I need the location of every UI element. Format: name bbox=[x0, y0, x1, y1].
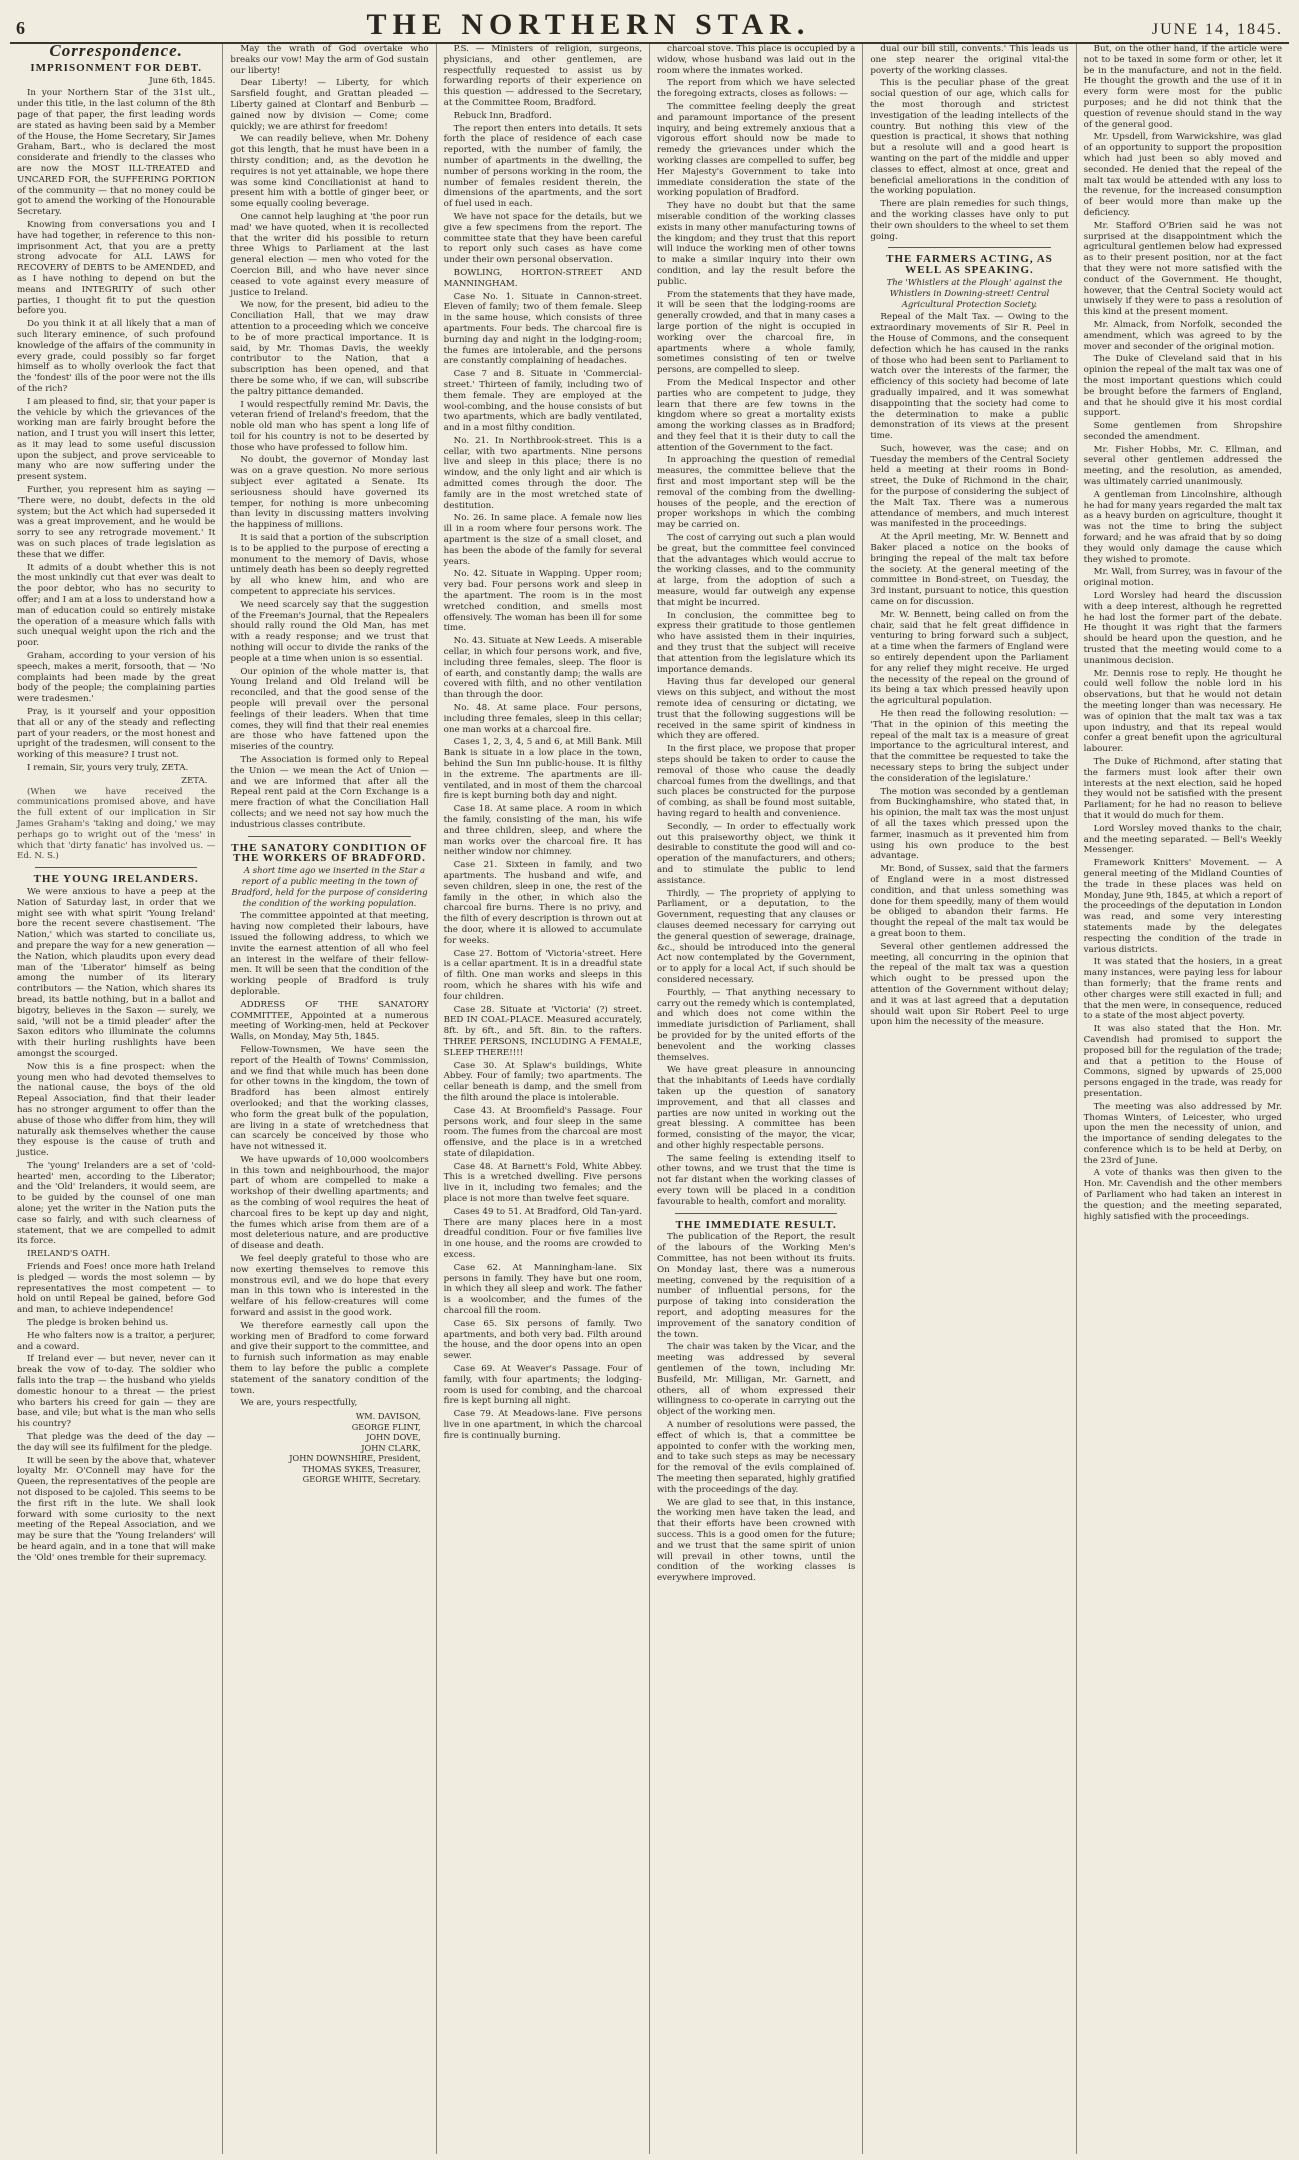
signature-name: JOHN CLARK, bbox=[361, 1442, 421, 1453]
paragraph: It was also stated that the Hon. Mr. Cavendish had promised to support the proposed bill for the regulation of the trade; and that a petition to the House of Commons, signed by upwards of 25,000 persons engaged in the trade, was ready for presentation. bbox=[1083, 1024, 1282, 1099]
article-body-farmers-continued bbox=[1084, 44, 1282, 1222]
paragraph: Some gentlemen from Shropshire seconded the amendment. bbox=[1083, 421, 1282, 442]
paragraph: Our opinion of the whole matter is, that Young Ireland and Old Ireland will be reconciled, and that the good sense of the people will prevail over the personal feelings of their leaders. When that time comes, they will find that their real enemies are those who have fattened upon the miseries of the country. bbox=[230, 666, 429, 753]
signature-name: THOMAS SYKES, Treasurer, bbox=[302, 1463, 421, 1474]
column-3 bbox=[437, 44, 650, 2154]
paragraph: In conclusion, the committee beg to express their gratitude to those gentlemen who have assisted them in their inquiries, and they trust that the subject will receive that attention from the legislature which its importance demands. bbox=[656, 610, 856, 675]
paragraph: Cases 49 to 51. At Bradford, Old Tan-yard. There are many places here in a most dreadful condition. Four or five families live in one house, and the rooms are crowded to excess. bbox=[443, 1206, 642, 1261]
paragraph: The committee appointed at that meeting, having now completed their labours, have issued the following address, to which we invite the earnest attention of all who feel an interest in the welfare of their fellow-men. It will be seen that the condition of the working people of Bradford is truly deplorable. bbox=[230, 911, 429, 997]
paragraph: We are, yours respectfully, bbox=[240, 1398, 358, 1409]
page-number: 6 bbox=[16, 18, 25, 38]
paragraph: We now, for the present, bid adieu to the Conciliation Hall, that we may draw attention to a proceeding which we conceive to be of more practical importance. It is said, by Mr. Thomas Davis, the weekly contributor to the Nation, that a subscription has been opened, and that there be some who, if we can, will subscribe the paltry pittance demanded. bbox=[230, 300, 429, 397]
article-body-sanatory bbox=[230, 911, 428, 1409]
paragraph: Do you think it at all likely that a man of such literary eminence, of such profound knowledge of the affairs of the community in every grade, could possibly so far forget himself as to wholly overlook the fact that the 'fondest' ills of the poor were not the ills of the rich? bbox=[17, 319, 216, 394]
paragraph: The Duke of Cleveland said that in his opinion the repeal of the malt tax was one of the most important questions which could be brought before the farmers of England, and that he should give it his most cordial support. bbox=[1083, 354, 1282, 419]
paragraph: Mr. Wall, from Surrey, was in favour of the original motion. bbox=[1083, 567, 1282, 589]
signature-name: JOHN DOVE, bbox=[366, 1432, 421, 1443]
letter-body-debt bbox=[17, 88, 215, 773]
paragraph: Cases 1, 2, 3, 4, 5 and 6, at Mill Bank. Mill Bank is situate in a low place in the town, behind the Sun Inn public-house. It is filthy in the extreme. The apartments are ill-ventilated, and in most of them the charcoal fire is kept burning both day and night. bbox=[443, 737, 642, 802]
paragraph: Now this is a fine prospect: when the young men who had devoted themselves to the national cause, the boys of the old Repeal Association, find that their leader has no stronger argument to offer than the abuse of those who differ from him, they will naturally ask themselves whether the cause they espouse is the cause of truth and justice. bbox=[17, 1061, 216, 1159]
committee-signatures bbox=[230, 1411, 420, 1485]
paragraph: Case 65. Six persons of family. Two apartments, and both very bad. Filth around the house, and the door opens into an open sewer. bbox=[443, 1318, 642, 1362]
paragraph: That pledge was the deed of the day — the day will see its fulfilment for the pledge. bbox=[17, 1432, 216, 1453]
article-body-farmers bbox=[870, 312, 1068, 1028]
masthead bbox=[10, 8, 1289, 44]
paragraph: The Duke of Richmond, after stating that the farmers must look after their own interests at the next election, said he hoped they would not be satisfied with the present Parliament; for he had no reason to believe that it would do much for them. bbox=[1083, 757, 1282, 821]
paragraph: Mr. Bond, of Sussex, said that the farmers of England were in a most distressed condition, and that unless something was done for them speedily, many of them would be obliged to abandon their farms. He thought the repeal of the malt tax would be a great boon to them. bbox=[870, 864, 1069, 939]
signature-name: GEORGE WHITE, Secretary. bbox=[302, 1474, 421, 1485]
paragraph: Thirdly, — The propriety of applying to Parliament, or a deputation, to the Government, requesting that any clauses or clauses deemed necessary for carrying out the general question of sewerage, drainage, &c., should be introduced into the general Act now contemplated by the Government, or to apply for a local Act, if such should be considered necessary. bbox=[656, 888, 856, 985]
paragraph: Framework Knitters' Movement. — A general meeting of the Midland Counties of the trade in these places was held on Monday, June 9th, 1845, at which a report of the proceedings of the deputation in London was read, and some very interesting statements made by the delegates respecting the condition of the trade in various districts. bbox=[1083, 858, 1282, 955]
paragraph: Mr. Stafford O'Brien said he was not surprised at the disappointment which the agricultural gentlemen below had expressed as to their present position, nor at the fact that they were not more satisfied with the conduct of the Government. He thought, however, that the Central Society would act unwisely if they were to pass a resolution of this kind at the present moment. bbox=[1083, 220, 1282, 318]
paragraph: IRELAND'S OATH. bbox=[27, 1249, 111, 1260]
paragraph: P.S. — Ministers of religion, surgeons, physicians, and other gentlemen, are respectfully requested to assist us by forwarding reports of their experience on this question — addressed to the Secretary, at the Committee Room, Bradford. bbox=[443, 44, 642, 108]
paragraph: He who falters now is a traitor, a perjurer, and a coward. bbox=[17, 1330, 216, 1352]
letter-head-debt: IMPRISONMENT FOR DEBT. bbox=[30, 61, 202, 74]
paragraph: We were anxious to have a peep at the Nation of Saturday last, in order that we might see with what spirit 'Young Ireland' bore the recent severe chastisement. 'The Nation,' which was started to conciliate us, and prepare the way for a new generation — the Nation, which plaudits upon every dead man of the 'Liberator' himself as being among the number of its literary contributors — the Nation, which shares its bread, its battle nothing, but in a ballot and bigotry, believes in the Saxon — surely, we said, 'will not be a timid pleader' after the Saxon editors who illuminate the columns with their hurling rushlights have been amongst the scourged. bbox=[17, 886, 216, 1059]
paragraph: Case 30. At Splaw's buildings, White Abbey. Four of family; two apartments. The cellar beneath is damp, and the smell from the filth around the place is intolerable. bbox=[443, 1060, 642, 1103]
divider bbox=[35, 867, 197, 868]
paragraph: Case 18. At same place. A room in which the family, consisting of the man, his wife and three children, sleep, and where the man works over the charcoal fire. It has neither window nor chimney. bbox=[443, 804, 642, 858]
paragraph: We are glad to see that, in this instance, the working men have taken the lead, and that their efforts have been crowned with success. This is a good omen for the future; and we trust that the same spirit of union will prevail in other towns, until the condition of the working classes is everywhere improved. bbox=[656, 1497, 856, 1584]
paragraph: The chair was taken by the Vicar, and the meeting was addressed by several gentlemen of the town, including Mr. Busfeild, Mr. Milligan, Mr. Garnett, and others, all of whom expressed their willingness to co-operate in carrying out the object of the working men. bbox=[656, 1342, 856, 1418]
paragraph: Case 69. At Weaver's Passage. Four of family, with four apartments; the lodging-room is used for combing, and the charcoal fire is kept burning all night. bbox=[443, 1364, 642, 1407]
paragraph: But, on the other hand, if the article were not to be taxed in some form or other, let it be in the manufacture, and not in the field. He thought the growth and the use of it in every form were most for the public purposes; and he did not think that the question of revenue should stand in the way of the general good. bbox=[1083, 44, 1282, 130]
paragraph: One cannot help laughing at 'the poor run mad' we have quoted, when it is recollected that the writer did his possible to return three Whigs to Parliament at the last general election — men who voted for the Coercion Bill, and who have never since ceased to vote against every measure of justice to Ireland. bbox=[230, 211, 429, 298]
paragraph: This is the peculiar phase of the great social question of our age, which calls for the most thorough and strictest investigation of the leading intellects of the country. But nothing this view of the question is practical, it shows that nothing but a resolute will and a good heart is wanting on the part of the middle and upper classes to effect, almost at once, great and beneficial ameliorations in the condition of the working population. bbox=[870, 78, 1069, 197]
newspaper-title: THE NORTHERN STAR. bbox=[366, 8, 811, 41]
paragraph: Mr. Upsdell, from Warwickshire, was glad of an opportunity to support the proposition which had just been so ably moved and seconded. He denied that the repeal of the malt tax would be attended with any loss to the revenue, for the increased consumption of beer would more than make up the deficiency. bbox=[1083, 132, 1282, 218]
paragraph: The committee feeling deeply the great and paramount importance of the present inquiry, and being extremely anxious that a vigorous effort should now be made to remedy the grievances under which the working classes are compelled to suffer, beg Her Majesty's Government to take into immediate consideration the state of the working population of Bradford. bbox=[656, 101, 856, 199]
signature-name: WM. DAVISON, bbox=[355, 1411, 421, 1422]
column-4 bbox=[650, 44, 863, 2154]
article-body-young-irelanders bbox=[17, 887, 215, 1564]
paragraph: Knowing from conversations you and I have had together, in reference to this non-imprisonment Act, that you are a pretty strong advocate for ALL LAWS for RECOVERY of DEBTS to be AMENDED, and as I have nothing to depend on but the means and INTEGRITY of such other parties, I thought fit to put the question before you. bbox=[17, 219, 216, 317]
paragraph: It admits of a doubt whether this is not the most unkindly cut that ever was dealt to the poor debtor, who has no security to offer; and I am at a loss to understand how a man of education could so entirely mistake the operation of a measure which falls with such unequal weight upon the rich and the poor. bbox=[17, 562, 216, 649]
divider bbox=[675, 1213, 837, 1214]
report-cases bbox=[444, 44, 642, 1442]
paragraph: In the first place, we propose that proper steps should be taken to order to cause the removal of those who cause the deadly charcoal fumes from the dwellings, and that such places be constructed for the purpose of combing, as shall be found most suitable, having regard to health and convenience. bbox=[656, 744, 856, 819]
paragraph: Case 7 and 8. Situate in 'Commercial-street.' Thirteen of family, including two of them female. They are employed at the wool-combing, and the house consists of but two apartments, which are badly ventilated, and in a most filthy condition. bbox=[443, 369, 642, 434]
paragraph: Pray, is it yourself and your opposition that all or any of the steady and reflecting part of your readers, or the most honest and upright of the tradesmen, will consent to the working of this measure? I trust not. bbox=[17, 707, 216, 761]
article-head-young-irelanders: THE YOUNG IRELANDERS. bbox=[33, 873, 199, 886]
article-subhead: A short time ago we inserted in the Star a report of a public meeting in the town of Bradford, held for the purpose of considering the condition of the working population. bbox=[231, 866, 428, 909]
paragraph: The 'young' Irelanders are a set of 'cold-hearted' men, according to the Liberator; and the 'Old' Irelanders, it would seem, are to be guided by the counsel of one man alone; yet the writer in the Nation puts the case so fairly, and with such clearness of statement, that we are compelled to admit its force. bbox=[17, 1160, 216, 1247]
paragraph: Case 27. Bottom of 'Victoria'-street. Here is a cellar apartment. It is in a dreadful state of filth. One man works and sleeps in this room, which he shares with his wife and four children. bbox=[443, 948, 642, 1002]
signature-name: GEORGE FLINT, bbox=[351, 1421, 421, 1432]
column-2 bbox=[223, 44, 436, 2154]
letter-signature: ZETA. bbox=[181, 775, 208, 786]
letter-dateline: June 6th, 1845. bbox=[149, 75, 216, 86]
paragraph: No. 48. At same place. Four persons, including three females, sleep in this cellar; one man works at a charcoal fire. bbox=[443, 703, 642, 735]
column-1 bbox=[10, 44, 223, 2154]
paragraph: Case 43. At Broomfield's Passage. Four persons work, and four sleep in the same room. The fumes from the charcoal are most offensive, and the place is in a wretched state of dilapidation. bbox=[443, 1105, 642, 1159]
paragraph: Mr. Almack, from Norfolk, seconded the amendment, which was agreed to by the mover and seconder of the original motion. bbox=[1083, 319, 1282, 352]
article-body-continued bbox=[870, 44, 1068, 242]
paragraph: The report from which we have selected the foregoing extracts, closes as follows: — bbox=[656, 78, 856, 100]
paragraph: We therefore earnestly call upon the working men of Bradford to come forward and give their support to the committee, and to furnish such information as may enable them to lay before the public a complete statement of the sanatory condition of the town. bbox=[230, 1320, 429, 1396]
paragraph: No. 26. In same place. A female now lies ill in a room where four persons work. The apartment is the size of a small closet, and has been the abode of the family for several years. bbox=[443, 513, 642, 567]
paragraph: The pledge is broken behind us. bbox=[27, 1318, 169, 1329]
issue-date: JUNE 14, 1845. bbox=[1151, 21, 1283, 38]
paragraph: A number of resolutions were passed, the effect of which is, that a committee be appointed to confer with the working men, and to take such steps as may be necessary for the removal of the evils complained of. The meeting then separated, highly gratified with the proceedings of the day. bbox=[656, 1420, 856, 1495]
signature-name: JOHN DOWNSHIRE, President, bbox=[289, 1453, 421, 1464]
paragraph: Fellow-Townsmen, We have seen the report of the Health of Towns' Commission, and we find that while much has been done for other towns in the kingdom, the town of Bradford has been almost entirely overlooked; and that the working classes, who form the great bulk of the population, are living in a state of wretchedness that can scarcely be conceived by those who have not witnessed it. bbox=[230, 1044, 429, 1153]
paragraph: charcoal stove. This place is occupied by a widow, whose husband was laid out in the room where the inmates worked. bbox=[656, 44, 856, 76]
article-head-sanatory: THE SANATORY CONDITION OF THE WORKERS OF BRADFORD. bbox=[231, 841, 428, 865]
paragraph: In your Northern Star of the 31st ult., under this title, in the last column of the 8th page of that paper, the first leading words are stated as having been said by a Member of the House, the Home Secretary, Sir James Graham, Bart., who is declared the most considerate and friendly to the classes who are now the MOST ILL-TREATED and UNCARED FOR, the SUFFERING PORTION of the community — that no money could be got to amend the working of the Honourable Secretary. bbox=[17, 88, 216, 218]
report-conclusion bbox=[657, 44, 855, 1208]
paragraph: Lord Worsley had heard the discussion with a deep interest, although he regretted he had lost the former part of the debate. He thought it was right that the farmers should be heard upon the question, and he trusted that the meeting would come to a unanimous decision. bbox=[1083, 591, 1282, 666]
columns bbox=[10, 44, 1289, 2154]
paragraph: Secondly, — In order to effectually work out this praiseworthy object, we think it desirable to constitute the good will and co-operation of the manufacturers, and others; and to stimulate the public to lend assistance. bbox=[656, 821, 856, 886]
paragraph: From the Medical Inspector and other parties who are competent to judge, they learn that there are few towns in the kingdom where so great a mortality exists among the working classes as in Bradford; and they feel that it is their duty to call the attention of the Government to the fact. bbox=[656, 377, 856, 453]
paragraph: In approaching the question of remedial measures, the committee believe that the first and most important step will be the removal of the combing from the dwelling-houses of the people, and the erection of proper workshops in which the combing may be carried on. bbox=[656, 455, 856, 531]
paragraph: At the April meeting, Mr. W. Bennett and Baker placed a notice on the books of bringing the repeal of the malt tax before the society. At the general meeting of the committee in Bond-street, on Tuesday, the 3rd instant, pursuant to notice, this question came on for discussion. bbox=[870, 532, 1069, 608]
paragraph: Case 62. At Manningham-lane. Six persons in family. They have but one room, in which they all sleep and work. The father is a woolcomber, and the fumes of the charcoal fill the room. bbox=[443, 1262, 642, 1317]
paragraph: The same feeling is extending itself to other towns, and we trust that the time is not far distant when the working classes of every town will be placed in a condition favourable to health, comfort and morality. bbox=[656, 1153, 856, 1207]
paragraph: Case 48. At Barnett's Fold, White Abbey. This is a wretched dwelling. Five persons live in it, including two females; and the place is not more than twelve feet square. bbox=[443, 1161, 642, 1205]
paragraph: May the wrath of God overtake who breaks our vow! May the arm of God sustain our liberty! bbox=[230, 44, 429, 76]
paragraph: Repeal of the Malt Tax. — Owing to the extraordinary movements of Sir R. Peel in the House of Commons, and the consequent defection which he has caused in the ranks of those who had been sent to Parliament to watch over the interests of the farmer, the efficiency of this society had become of late gradually impaired, and it was somewhat disappointing that the society had come to the determination to make a public demonstration of its views at the present time. bbox=[870, 312, 1069, 442]
paragraph: He then read the following resolution: — 'That in the opinion of this meeting the repeal of the malt tax is a measure of great importance to the agricultural interest, and that the committee be requested to take the necessary steps to bring the subject under the consideration of the legislature.' bbox=[870, 709, 1069, 784]
paragraph: ADDRESS OF THE SANATORY COMMITTEE, Appointed at a numerous meeting of Working-men, held at Peckover Walls, on Monday, May 5th, 1845. bbox=[230, 999, 429, 1043]
paragraph: The Association is formed only to Repeal the Union — we mean the Act of Union — and we are informed that after all the Repeal rent paid at the Corn Exchange is a mere fraction of what the Conciliation Hall collects; and we need not say how much the industrious classes contribute. bbox=[230, 755, 429, 830]
editor-note: (When we have received the communications promised above, and have the full extent of our implication in Sir James Graham's 'taking and doing,' we may perhaps go to wright out of the 'mess' in which that 'dirty fanatic' has involved us. — Ed. N. S.) bbox=[17, 786, 216, 862]
paragraph: If Ireland ever — but never, never can it break the vow of to-day. The soldier who falls into the trap — the husband who yields domestic honour to a threat — the priest who barters his creed for gain — they are base, and vile; but what is the man who sells his country? bbox=[17, 1354, 216, 1430]
paragraph: We need scarcely say that the suggestion of the Freeman's Journal, that the Repealers should rally round the Old Man, has met with a ready response; and we trust that nothing will occur to divide the ranks of the people at a time when union is so essential. bbox=[230, 599, 429, 664]
paragraph: Fourthly, — That anything necessary to carry out the remedy which is contemplated, and which does not come within the immediate jurisdiction of Parliament, shall be provided for by the united efforts of the benevolent and the working classes themselves. bbox=[656, 987, 856, 1063]
paragraph: Rebuck Inn, Bradford. bbox=[453, 110, 552, 121]
paragraph: The meeting was also addressed by Mr. Thomas Winters, of Leicester, who urged upon the men the necessity of union, and the importance of sending delegates to the conference which is to be held at Derby, on the 23rd of June. bbox=[1083, 1101, 1282, 1166]
paragraph: dual our bill still, convents.' This leads us one step nearer the original vital-the poverty of the working classes. bbox=[870, 44, 1069, 76]
paragraph: Case 28. Situate at 'Victoria' (?) street. BED IN COAL-PLACE. Measured accurately, 8ft. by 6ft., and 5ft. 8in. to the rafters. THREE PERSONS, INCLUDING A FEMALE, SLEEP THERE!!!! bbox=[443, 1004, 642, 1058]
correspondence-headline: Correspondence. bbox=[49, 44, 183, 60]
paragraph: I would respectfully remind Mr. Davis, the veteran friend of Ireland's freedom, that the noble old man who has spent a long life of toil for his country is not to be deserted by those who have professed to follow him. bbox=[230, 399, 429, 453]
paragraph: Mr. W. Bennett, being called on from the chair, said that he felt great diffidence in venturing to bring forward such a subject, at a time when the farmers of England were so entirely dependent upon the Parliament for any relief they might receive. He urged the necessity of the repeal on the ground of its being a tax which pressed heavily upon the agricultural population. bbox=[870, 609, 1069, 707]
paragraph: They have no doubt but that the same miserable condition of the working classes exists in many other manufacturing towns of the kingdom; and they trust that this report will induce the working men of other towns to make a similar inquiry into their own condition, and lay the result before the public. bbox=[656, 201, 856, 287]
paragraph: The publication of the Report, the result of the labours of the Working Men's Committee, has not been without its fruits. On Monday last, there was a numerous meeting, convened by the requisition of a number of influential persons, for the purpose of taking into consideration the report, and adopting measures for the improvement of the sanatory condition of the town. bbox=[656, 1232, 856, 1340]
divider bbox=[248, 836, 410, 837]
paragraph: Dear Liberty! — Liberty, for which Sarsfield fought, and Grattan pleaded — Liberty gained at Clontarf and Benburb — gained now by division — Come; come quickly; we are athirst for freedom! bbox=[230, 78, 429, 132]
paragraph: A vote of thanks was then given to the Hon. Mr. Cavendish and the other members of Parliament who had taken an interest in the question; and the meeting separated, highly satisfied with the proceedings. bbox=[1083, 1168, 1282, 1222]
paragraph: Graham, according to your version of his speech, makes a merit, forsooth, that — 'No complaints had been made by the great body of the people; the complaining parties were tradesmen.' bbox=[17, 651, 216, 705]
column-6 bbox=[1077, 44, 1289, 2154]
paragraph: We have great pleasure in announcing that the inhabitants of Leeds have cordially taken up the question of sanatory improvement, and that all classes and parties are now united in working out the great blessing. A committee has been formed, consisting of the mayor, the vicar, and other highly respectable persons. bbox=[656, 1065, 856, 1151]
paragraph: No. 21. In Northbrook-street. This is a cellar, with two apartments. Nine persons live and sleep in this place; there is no window, and the only light and air which is admitted comes through the door. The family are in the most wretched state of destitution. bbox=[443, 435, 642, 511]
divider bbox=[888, 247, 1050, 248]
paragraph: No doubt, the governor of Monday last was on a grave question. No more serious subject ever agitated a Senate. Its seriousness should have governed its temper, for nothing is more unbecoming than levity in discussing matters involving the happiness of millions. bbox=[230, 455, 429, 531]
paragraph: Having thus far developed our general views on this subject, and without the most remote idea of censuring or dictating, we trust that the following suggestions will be received in the same spirit of kindness in which they are offered. bbox=[656, 677, 856, 742]
paragraph: A gentleman from Lincolnshire, although he had for many years regarded the malt tax as a heavy burden on agriculture, thought it was not the time to bring the subject forward; and he was afraid that by so doing they would only damage the cause which they wished to promote. bbox=[1083, 489, 1282, 565]
paragraph: It was stated that the hosiers, in a great many instances, were paying less for labour than formerly; that the frame rents and other charges were still exacted in full; and that the men were, in consequence, reduced to a state of the most abject poverty. bbox=[1083, 957, 1282, 1022]
paragraph: We have upwards of 10,000 woolcombers in this town and neighbourhood, the major part of whom are compelled to make a workshop of their dwelling apartments; and as the combing of wool requires the heat of charcoal fires to be kept up day and night, the fumes which arise from them are of a most deleterious nature, and are productive of disease and death. bbox=[230, 1154, 429, 1252]
article-body-continued bbox=[230, 44, 428, 831]
paragraph: Case 79. At Meadows-lane. Five persons live in one apartment, in which the charcoal fire is continually burning. bbox=[443, 1409, 642, 1441]
paragraph: No. 42. Situate in Wapping. Upper room; very bad. Four persons work and sleep in the apartment. The room is in the most wretched condition, and smells most offensively. The woman has been ill for some time. bbox=[443, 569, 642, 634]
paragraph: Further, you represent him as saying — 'There were, no doubt, defects in the old system; but the Act which had superseded it was a great improvement, and he would be sorry to see any retrograde movement.' It was on such places of trade legislation as these that we differ. bbox=[17, 485, 216, 560]
article-head-farmers: THE FARMERS ACTING, AS WELL AS SPEAKING. bbox=[886, 253, 1053, 277]
paragraph: The motion was seconded by a gentleman from Buckinghamshire, who stated that, in his opinion, the malt tax was the most unjust of all the taxes which pressed upon the farmer, inasmuch as it prevented him from using his own produce to the best advantage. bbox=[870, 786, 1069, 862]
paragraph: From the statements that they have made, it will be seen that the lodging-rooms are generally crowded, and that in many cases a large portion of the night is occupied in working over the charcoal fire, in apartments where a whole family, sometimes consisting of ten or twelve persons, are compelled to sleep. bbox=[656, 289, 856, 376]
paragraph: No. 43. Situate at New Leeds. A miserable cellar, in which four persons work, and five, including three females, sleep. The floor is of earth, and constantly damp; the walls are covered with filth, and no other ventilation than through the door. bbox=[443, 636, 642, 701]
paragraph: The report then enters into details. It sets forth the place of residence of each case reported, with the number of family, the number of apartments in the dwelling, the number of persons working in the room, the number of females resident therein, the dimensions of the apartments, and the sort of fuel used in each. bbox=[443, 123, 642, 210]
paragraph: It will be seen by the above that, whatever loyalty Mr. O'Connell may have for the Queen, the representatives of the people are not disposed to be cajoled. This seems to be the first rift in the lute. We shall look forward with some curiosity to the next meeting of the Repeal Association, and we may be sure that the 'Young Irelanders' will be heard again, and in a tone that will make the 'Old' ones tremble for their supremacy. bbox=[17, 1455, 216, 1563]
paragraph: We have not space for the details, but we give a few specimens from the report. The committee state that they have been careful to report only such cases as have come under their own personal observation. bbox=[443, 211, 642, 266]
paragraph: Mr. Fisher Hobbs, Mr. C. Ellman, and several other gentlemen addressed the meeting, and the resolution, as amended, was ultimately carried unanimously. bbox=[1083, 444, 1282, 488]
paragraph: We can readily believe, when Mr. Doheny got this length, that he must have been in a thirsty condition; and, as the devotion he requires is not yet attainable, we hope there was some kind Conciliationist at hand to present him with a bottle of ginger beer, or some equally cooling beverage. bbox=[230, 134, 429, 210]
paragraph: It is said that a portion of the subscription is to be applied to the purpose of erecting a monument to the memory of Davis, whose untimely death has been so deeply regretted by all who knew him, and who are competent to appreciate his services. bbox=[230, 533, 429, 598]
paragraph: Case No. 1. Situate in Cannon-street. Eleven of family; two of them female. Sleep in the same house, which consists of three apartments. Four beds. The charcoal fire is burning day and night in the lodging-room; the fumes are intolerable, and the persons are constantly complaining of headaches. bbox=[443, 291, 642, 367]
paragraph: We feel deeply grateful to those who are now exerting themselves to remove this monstrous evil, and we do hope that every man in this town who is interested in the welfare of his fellow-creatures will come forward and assist in the good work. bbox=[230, 1254, 429, 1319]
paragraph: I remain, Sir, yours very truly, ZETA. bbox=[27, 763, 189, 773]
paragraph: Case 21. Sixteen in family, and two apartments. The husband and wife, and seven children, sleep in one, the rest of the family in the other, in which also the charcoal fire burns. There is no privy, and the filth of every description is thrown out at the door, where it is allowed to accumulate for weeks. bbox=[443, 860, 642, 946]
paragraph: BOWLING, HORTON-STREET AND MANNINGHAM. bbox=[443, 267, 642, 289]
paragraph: I am pleased to find, sir, that your paper is the vehicle by which the grievances of the working man are fairly brought before the nation, and I trust you will insert this letter, as it may lead to some useful discussion upon the subject, and prove serviceable to many who are now suffering under the present system. bbox=[17, 396, 216, 483]
article-subhead: The 'Whistlers at the Plough' against the Whistlers in Downing-street! Central Agricultural Protection Society. bbox=[886, 277, 1063, 310]
paragraph: There are plain remedies for such things, and the working classes have only to put their own shoulders to the wheel to set them going. bbox=[870, 199, 1069, 242]
paragraph: The cost of carrying out such a plan would be great, but the committee feel convinced that the advantages which would accrue to the working classes, and to the community at large, from the adoption of such a measure, would far outweigh any expense that might be incurred. bbox=[656, 533, 856, 608]
column-5 bbox=[863, 44, 1076, 2154]
paragraph: Friends and Foes! once more hath Ireland is pledged — words the most solemn — by representatives the most competent — to hold on until Repeal be gained, before God and man, to achieve independence! bbox=[17, 1262, 216, 1316]
paragraph: Lord Worsley moved thanks to the chair, and the meeting separated. — Bell's Weekly Messenger. bbox=[1083, 823, 1282, 856]
paragraph: Such, however, was the case; and on Tuesday the members of the Central Society held a meeting at their rooms in Bond-street, the Duke of Richmond in the chair, for the purpose of considering the subject of the Malt Tax. There was a numerous attendance of members, and much interest was manifested in the proceedings. bbox=[870, 443, 1069, 530]
article-body-immediate-result bbox=[657, 1232, 855, 1584]
paragraph: Several other gentlemen addressed the meeting, all concurring in the opinion that the repeal of the malt tax was a question which ought to be pressed upon the attention of the Government without delay; and it was at last agreed that a deputation should wait upon Sir Robert Peel to urge upon him the necessity of the measure. bbox=[870, 941, 1069, 1028]
paragraph: Mr. Dennis rose to reply. He thought he could well follow the noble lord in his observations, but that he would not detain the meeting longer than was necessary. He was of opinion that the malt tax was a tax upon industry, and that its repeal would confer a great benefit upon the agricultural labourer. bbox=[1083, 668, 1282, 755]
article-head-immediate-result: THE IMMEDIATE RESULT. bbox=[675, 1218, 837, 1231]
